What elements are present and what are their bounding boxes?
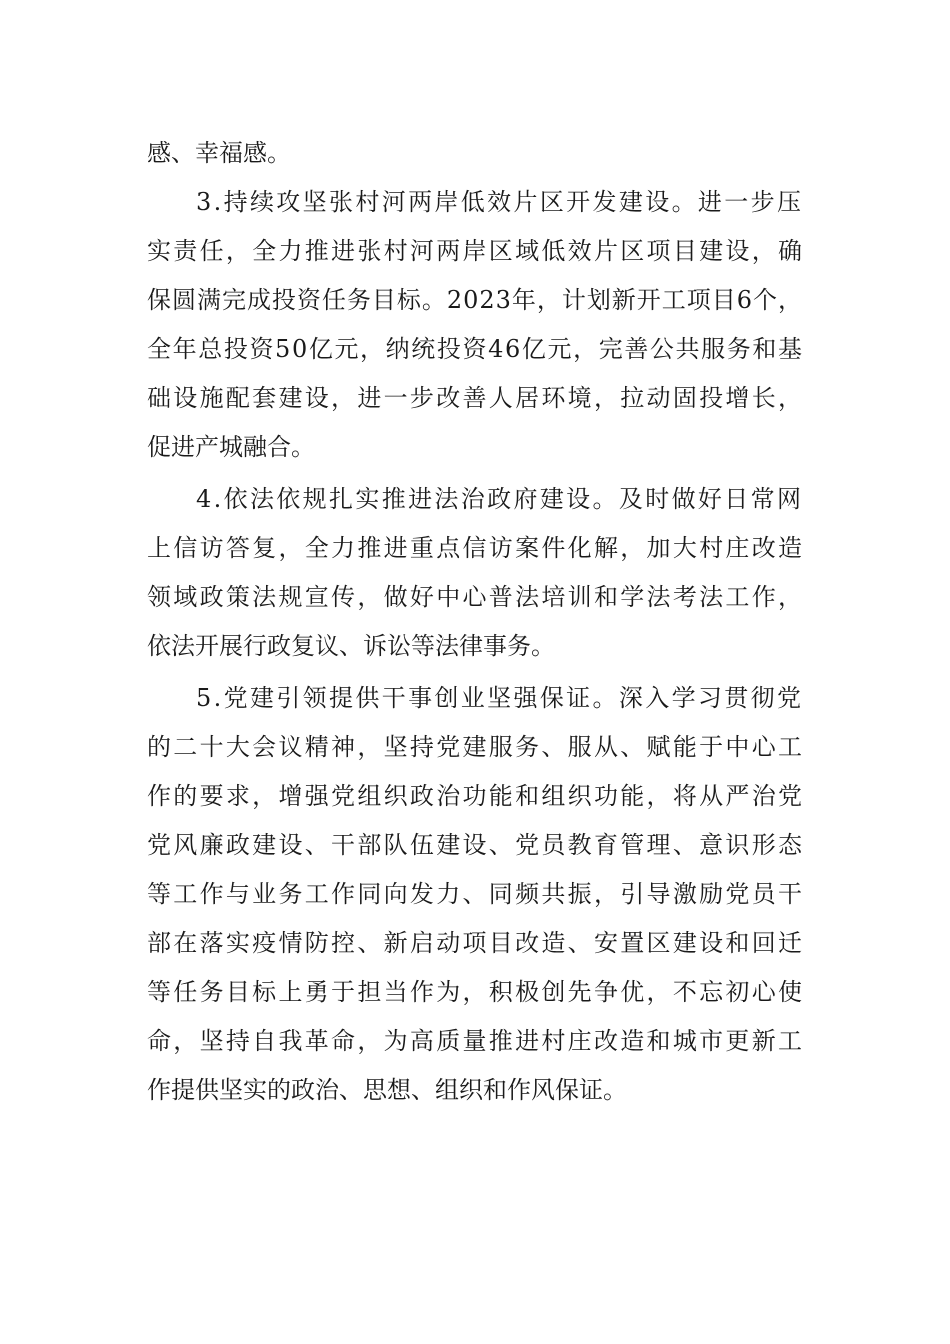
line-text: 作的要求，增强党组织政治功能和组织功能，将从严治党: [147, 782, 805, 810]
line-text: 4.依法依规扎实推进法治政府建设。及时做好日常网: [196, 485, 804, 513]
line-text: 础设施配套建设，进一步改善人居环境，拉动固投增长，: [147, 384, 805, 412]
line-text: 全年总投资50亿元，纳统投资46亿元，完善公共服务和基: [147, 335, 804, 363]
line-text: 等任务目标上勇于担当作为，积极创先争优，不忘初心使: [147, 978, 805, 1006]
line-text: 部在落实疫情防控、新启动项目改造、安置区建设和回迁: [147, 929, 805, 957]
line-text: 上信访答复，全力推进重点信访案件化解，加大村庄改造: [147, 534, 805, 562]
line-text: 5.党建引领提供干事创业坚强保证。深入学习贯彻党: [196, 684, 804, 712]
line-text: 3.持续攻坚张村河两岸低效片区开发建设。进一步压: [196, 188, 804, 216]
line-text: 保圆满完成投资任务目标。2023年，计划新开工项目6个，: [147, 286, 803, 314]
line-text: 命，坚持自我革命，为高质量推进村庄改造和城市更新工: [147, 1027, 805, 1055]
line-text: 领域政策法规宣传，做好中心普法培训和学法考法工作，: [147, 583, 805, 611]
line-text: 的二十大会议精神，坚持党建服务、服从、赋能于中心工: [147, 733, 805, 761]
line-text: 作提供坚实的政治、思想、组织和作风保证。: [147, 1076, 627, 1104]
line-text: 感、幸福感。: [147, 139, 291, 167]
line-text: 依法开展行政复议、诉讼等法律事务。: [147, 632, 555, 660]
line-text: 等工作与业务工作同向发力、同频共振，引导激励党员干: [147, 880, 805, 908]
line-text: 实责任，全力推进张村河两岸区域低效片区项目建设，确: [147, 237, 805, 265]
line-text: 党风廉政建设、干部队伍建设、党员教育管理、意识形态: [147, 831, 805, 859]
line-text: 促进产城融合。: [147, 433, 315, 461]
